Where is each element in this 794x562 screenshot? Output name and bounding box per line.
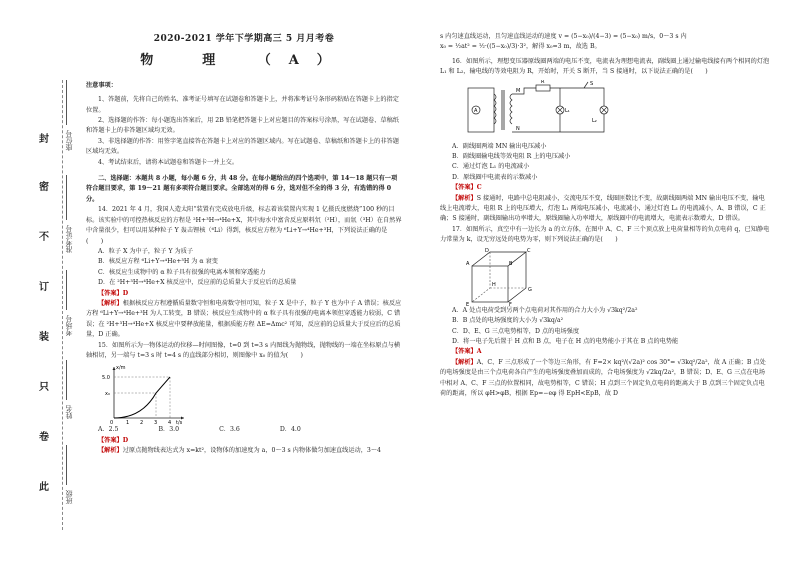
answer-tag: 【答案】C	[452, 184, 482, 192]
binding-dashed-line	[62, 80, 63, 530]
answer-tag: 【答案】A	[452, 348, 482, 356]
exam-id-label: 准考证号	[65, 225, 73, 253]
q16-stem: 16．如图所示，理想变压器原线圈两端的电压不变，电流表为理想电流表，副线圈上通过输电线接有两个相同的灯泡 L₁ 和 L₂，输电线的等效电阻为 R，开始时，开关 S 断开，当 S 接通时，以下说法正确的是( )	[440, 57, 770, 76]
q16-option-c: C．通过灯泡 L₁ 的电流减小	[452, 163, 530, 171]
notice-item: 1、答题前，先将自己的姓名、准考证号填写在试题卷和答题卡上，并将准考证号条形码粘贴在答题卡上的指定位置。	[86, 96, 399, 114]
q15-analysis-text: 过原点抛物线表达式为 x=kt²，设物体的加速度为 a，0～3 s 内物体做匀加速直线运动，3～4	[122, 447, 381, 455]
q15-answer	[86, 436, 402, 446]
q16-analysis-text: S 接通时，电路中总电阻减小，交流电压不变，线圈匝数比不变，故副线圈两端 MN 输出电压不变，输电线上电流增大，电阻 R 上的电压增大，灯泡 L₁ 两端电压减小，电流减小，通过灯泡 L₁ 的电流减小，A、B 错误，C 正确；S 接通时，副线圈输出功率增大，原线圈输入功率增大，原线圈中的电流增大，电流表示数增大，D 错误。	[440, 194, 766, 223]
q14-analysis	[86, 299, 402, 341]
notice-item: 3、非选择题的作答：用签字笔直接答在答题卡上对应的答题区域内。写在试题卷、草稿纸和答题卡上的非答题区域均无效。	[86, 137, 399, 156]
analysis-tag: 【解析】	[98, 299, 123, 307]
analysis-tag: 【解析】	[452, 358, 477, 366]
q16-option-d: D．原线圈中电流表的示数减小	[452, 173, 538, 181]
terminal-n-label: N	[516, 125, 520, 132]
q14-analysis-text: 根据核反应方程遵循质量数守恒和电荷数守恒可知，粒子 X 是中子，粒子 Y 也为中子 A 错误；核反应方程 ⁶Li+Y→⁴He+³H 为人工转变，B 错误；核反应生成物中的 α 粒子具有很强的电离本领但穿透能力较弱，C 错误；在 ²H+³H→⁴He+X 核反应中要释放能量，根据质能方程 ΔE=Δmc² 可知，反应前的总质量大于反应后的总质量，D 正确。	[86, 299, 402, 339]
analysis-tag: 【解析】	[452, 194, 477, 202]
q15-option-b: B．3.0	[158, 426, 180, 434]
q14-option-c: C．核反应生成物中的 α 粒子具有很强的电离本领和穿透能力	[98, 268, 266, 276]
seal-char: 封	[39, 134, 49, 145]
answer-tag: 【答案】D	[98, 289, 129, 297]
resistor-icon	[536, 85, 550, 91]
position-curve	[114, 377, 170, 418]
binding-sidebar	[0, 0, 74, 562]
terminal-m-label: M	[516, 87, 521, 94]
seal-char: 密	[39, 182, 49, 193]
y-axis-label: x/m	[116, 365, 126, 372]
q15-option-c: C．3.6	[219, 426, 240, 434]
q17-option-c: C．D、E、G 三点电势相等，D 点的电场强度	[452, 327, 580, 335]
cube-diagram	[464, 248, 544, 306]
cube-side-edges	[508, 252, 526, 302]
notice-block	[86, 81, 402, 168]
analysis-tag: 【解析】	[98, 447, 123, 455]
name-label: 姓名	[65, 405, 73, 419]
q14-stem: 14．2021 年 4 月，我国人造太阳“装置有完成放电升级，标志着该装置内实现 1 亿摄氏度燃烧”100 秒的目标。该实验中的可控热核反应的方程是 ²H+³H→⁴He+X，其中海水中富含反应原料氘（²H），而氚（³H）在自然界中含量很少，但可以用某种粒子 Y 轰击锂核（⁶Li）得到，核反应方程为 ⁶Li+Y→⁴He+³H，下列说法正确的是( )	[86, 206, 402, 245]
q16-answer	[440, 183, 770, 193]
q16-option-b: B．副线圈输电线等效电阻 R 上的电压减小	[452, 153, 571, 161]
vertex-c-label: C	[527, 247, 531, 254]
seal-char: 不	[39, 232, 49, 243]
fill-line	[66, 80, 67, 125]
right-column	[440, 32, 770, 399]
vertex-d-label: D	[485, 247, 489, 254]
q17-stem: 17．如图所示，真空中有一边长为 a 的立方体，在图中 A、C、F 三个顶点放上电荷量相等的负点电荷 q，已知静电力常量为 k，设无穷远处的电势为零，则下列说法正确的是( )	[440, 225, 770, 244]
exam-room-label: 考场号	[65, 315, 73, 336]
q17-answer	[440, 347, 770, 357]
x-tick-label: 3	[154, 420, 158, 426]
seat-number-label: 座位号	[65, 130, 73, 151]
vertex-g-label: G	[528, 286, 532, 293]
q17-analysis-text: A、C、F 三点形成了一个等边三角形，有 F=2× kq²/(√2a)² cos 30°= √3kq²/2a²，故 A 正确；B 点处的电场强度是由三个点电荷各自产生的电场强度叠加而成的，合电场强度为 √2kq/2a²，B 错误；D、E、G 三点在电场中相对 A、C、F 三点的位置相同，故电势相等，C 错误；H 点到三个固定负点电荷的距离大于 B 点到三个固定负点电荷的距离，所以 φH>φB，根据 Ep=−eφ 得 EpH<EpB，故 D	[440, 358, 766, 397]
q14-option-b: B．核反应方程 ⁶Li+Y→⁴He+³H 为 α 衰变	[98, 258, 218, 266]
bulb-l2-label: L₂	[592, 117, 597, 124]
x-tick-label: 2	[140, 420, 144, 426]
fill-line	[66, 445, 67, 485]
fill-line	[66, 270, 67, 310]
notice-heading: 注意事项：	[86, 81, 117, 89]
q14-option-d: D．在 ²H+³H→⁴He+X 核反应中，反应前的总质量大于反应后的总质量	[98, 279, 297, 287]
x-tick-label: 0	[110, 420, 114, 426]
q15-option-d: D．4.0	[279, 426, 301, 434]
seal-char: 只	[39, 382, 49, 393]
vertex-b-label: B	[509, 260, 513, 267]
switch-label: S	[590, 80, 594, 87]
vertex-e-label: E	[466, 301, 470, 306]
secondary-coil-icon	[510, 94, 512, 124]
q15-answer-value: D	[122, 436, 129, 444]
q14-option-a: A．粒子 X 为中子，粒子 Y 为质子	[98, 247, 194, 255]
q16-option-a: A．副线圈两端 MN 输出电压减小	[452, 142, 547, 150]
ammeter-label: A	[474, 107, 478, 114]
answer-tag: 【答案】	[98, 436, 123, 444]
fill-line	[66, 360, 67, 400]
exam-title: 2020-2021 学年下学期高三 5 月月考卷	[153, 34, 335, 44]
x-tick-label: 1	[126, 420, 130, 426]
section-intro: 二、选择题：本题共 8 小题，每小题 6 分，共 48 分。在每小题给出的四个选项中，第 14～18 题只有一项符合题目要求，第 19～21 题有多项符合题目要求。全部选对的得 6 分，选对但不全的得 3 分，有选错的得 0 分。	[86, 175, 398, 203]
q17-analysis	[440, 358, 770, 400]
seal-char: 装	[39, 332, 49, 343]
vertex-a-label: A	[466, 260, 470, 267]
q17-option-a: A．A 处点电荷受到另两个点电荷对其作用的合力大小为 √3kq²/2a²	[452, 306, 638, 314]
class-label: 班级	[65, 490, 73, 504]
q14-answer	[86, 289, 402, 299]
resistor-label: R	[541, 79, 545, 85]
q15-analysis	[86, 446, 402, 456]
notice-item: 4、考试结束后，请将本试题卷和答题卡一并上交。	[98, 158, 239, 166]
x-axis-label: t/s	[176, 420, 183, 426]
x-tick-label: 4	[168, 420, 172, 426]
left-column	[86, 0, 402, 457]
cube-top-face	[472, 252, 526, 266]
switch-icon	[584, 82, 588, 88]
q15-options	[86, 425, 402, 435]
seal-char: 卷	[39, 432, 49, 443]
y-tick-label: x₀	[105, 391, 110, 398]
q15-stem: 15．如图所示为一物体运动的位移—时间图像，t=0 到 t=3 s 内图线为抛物线，抛物线的一端在坐标原点与横轴相切，另一端与 t=3 s 时 t=4 s 的直线部分相切，则图像中 x₀ 的值为( )	[86, 341, 401, 359]
xt-graph	[100, 363, 190, 425]
q15-continued-line2: x₀ = ½at² = ½·((5−x₀)/3)·3²，解得 x₀=3 m，故选 B。	[440, 43, 601, 51]
q17-option-d: D．将一电子先后置于 H 点和 B 点，电子在 H 点的电势能小于其在 B 点的电势能	[452, 337, 679, 345]
q16-analysis	[440, 194, 770, 225]
notice-item: 2、选择题的作答：每小题选出答案后，用 2B 铅笔把答题卡上对应题目的答案标号涂黑，写在试题卷、草稿纸和答题卡上的非答题区域均无效。	[86, 117, 399, 135]
vertex-h-label: H	[492, 281, 496, 288]
seal-char: 订	[39, 282, 49, 293]
q15-option-a: A．2.5	[98, 426, 119, 434]
transformer-circuit	[464, 80, 614, 140]
q17-option-b: B．B 点处的电场强度的大小为 √3kq/a²	[452, 317, 564, 325]
subject-title: 物 理 （A）	[140, 53, 348, 69]
fill-line	[66, 175, 67, 220]
bulb-l1-label: L₁	[565, 107, 570, 114]
cube-hidden-edges	[472, 252, 490, 302]
seal-char: 此	[39, 482, 49, 493]
q15-continued-line1: s 内匀速直线运动，且匀速直线运动的速度 v = (5−x₀)/(4−3) = (5−x₀) m/s，0～3 s 内	[440, 33, 687, 40]
vertex-f-label: F	[509, 301, 512, 306]
y-tick-label: 5.0	[102, 375, 110, 382]
